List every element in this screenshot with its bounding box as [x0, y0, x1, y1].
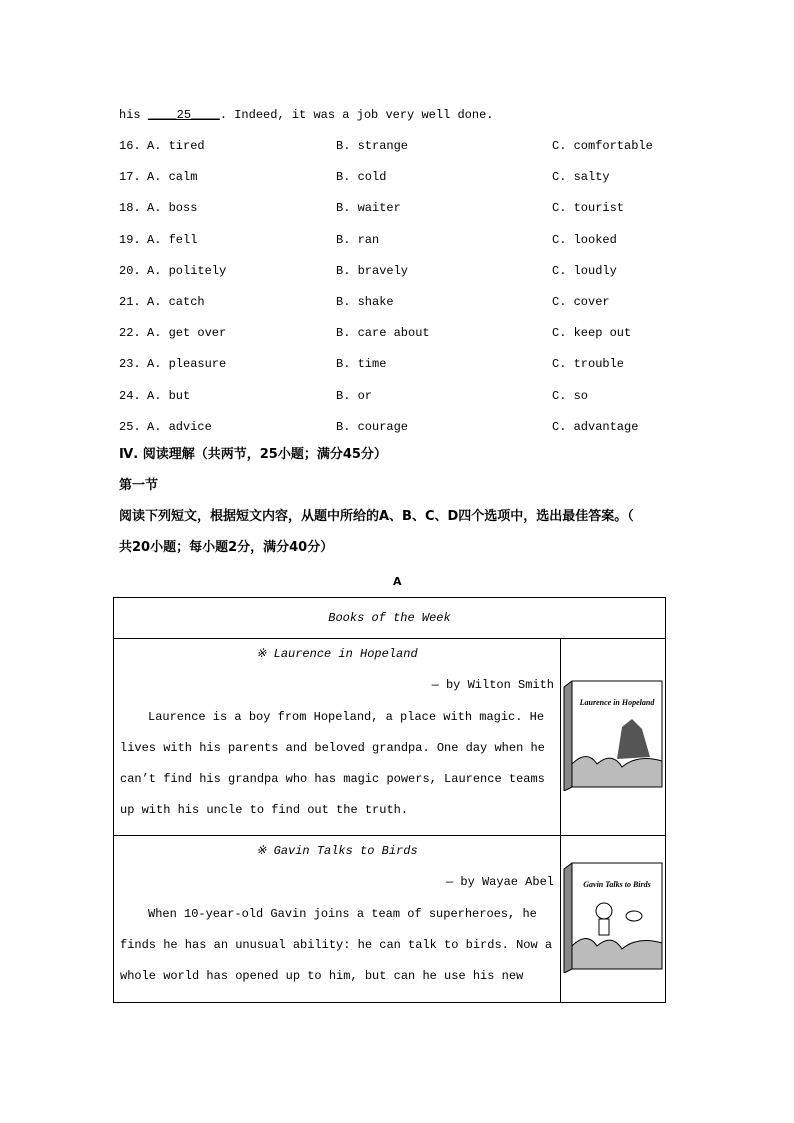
option-a: A. calm [147, 170, 198, 185]
books-table [113, 597, 666, 1003]
table-header: Books of the Week [114, 598, 666, 639]
option-a: A. advice [147, 419, 212, 434]
question-number: 20. [119, 263, 141, 278]
intro-prefix: his [119, 108, 148, 122]
option-b: B. waiter [336, 201, 401, 216]
question-number: 17. [119, 170, 141, 185]
book-cover-laurence-icon [562, 679, 664, 791]
instruction-line-1: 阅读下列短文，根据短文内容，从题中所给的A、B、C、D四个选项中，选出最佳答案。（ [119, 509, 634, 524]
book-title: ※ Laurence in Hopeland [256, 647, 418, 661]
book-cover-gavin-icon [562, 861, 664, 973]
question-number: 18. [119, 201, 141, 216]
book-author: — by Wilton Smith [431, 678, 554, 693]
option-b: B. ran [336, 232, 380, 247]
option-a: A. but [147, 388, 191, 403]
option-c: C. looked [552, 232, 617, 247]
option-c: C. advantage [552, 419, 639, 434]
book-title: ※ Gavin Talks to Birds [256, 844, 418, 858]
option-a: A. politely [147, 263, 227, 278]
option-b: B. bravely [336, 263, 409, 278]
instruction-line-2: 共20小题；每小题2分，满分40分） [119, 540, 334, 555]
book-description: When 10-year-old Gavin joins a team of superheroes, he finds he has an unusual ability: he can talk to birds. Now a whole world has opened up to him, but can he use his new [120, 906, 553, 984]
question-number: 23. [119, 357, 141, 372]
intro-suffix: . Indeed, it was a job very well done. [219, 108, 494, 122]
option-a: A. catch [147, 295, 205, 309]
option-a: A. pleasure [147, 357, 227, 372]
option-b: B. courage [336, 419, 409, 434]
option-b: B. or [336, 388, 373, 403]
option-b: B. care about [336, 326, 430, 341]
intro-line [119, 107, 493, 123]
option-c: C. salty [552, 170, 610, 185]
option-c: C. loudly [552, 263, 617, 278]
option-c: C. keep out [552, 326, 632, 341]
option-a: A. boss [147, 201, 198, 216]
question-number: 21. [119, 295, 141, 309]
question-number: 25. [119, 419, 141, 434]
option-c: C. cover [552, 295, 610, 309]
option-c: C. tourist [552, 201, 625, 216]
book-author: — by Wayae Abel [445, 875, 554, 890]
option-b: B. time [336, 357, 387, 372]
question-number: 16. [119, 139, 141, 153]
passage-label: A [393, 575, 402, 588]
option-b: B. shake [336, 295, 394, 309]
blank-25: ____25____ [147, 108, 220, 122]
book-cover-image [561, 639, 666, 836]
option-a: A. tired [147, 139, 205, 153]
question-number: 19. [119, 232, 141, 247]
option-b: B. cold [336, 170, 387, 185]
question-number: 22. [119, 326, 141, 341]
option-c: C. trouble [552, 357, 625, 372]
section-heading: Ⅳ. 阅读理解（共两节，25小题；满分45分） [119, 447, 387, 462]
book-cover-image [561, 836, 666, 1003]
option-c: C. so [552, 388, 589, 403]
question-number: 24. [119, 388, 141, 403]
part-heading: 第一节 [119, 478, 159, 493]
svg-text:Laurence in Hopeland: Laurence in Hopeland [579, 698, 655, 707]
book-row [114, 639, 666, 836]
option-b: B. strange [336, 139, 409, 153]
option-a: A. get over [147, 326, 227, 341]
book-row [114, 836, 666, 1003]
option-a: A. fell [147, 232, 198, 247]
option-c: C. comfortable [552, 139, 653, 153]
book-description: Laurence is a boy from Hopeland, a place with magic. He lives with his parents and beloved grandpa. One day when he can’t find his grandpa who has magic powers, Laurence teams up with his uncle to find out the truth. [120, 709, 545, 818]
svg-text:Gavin Talks to Birds: Gavin Talks to Birds [583, 880, 651, 889]
